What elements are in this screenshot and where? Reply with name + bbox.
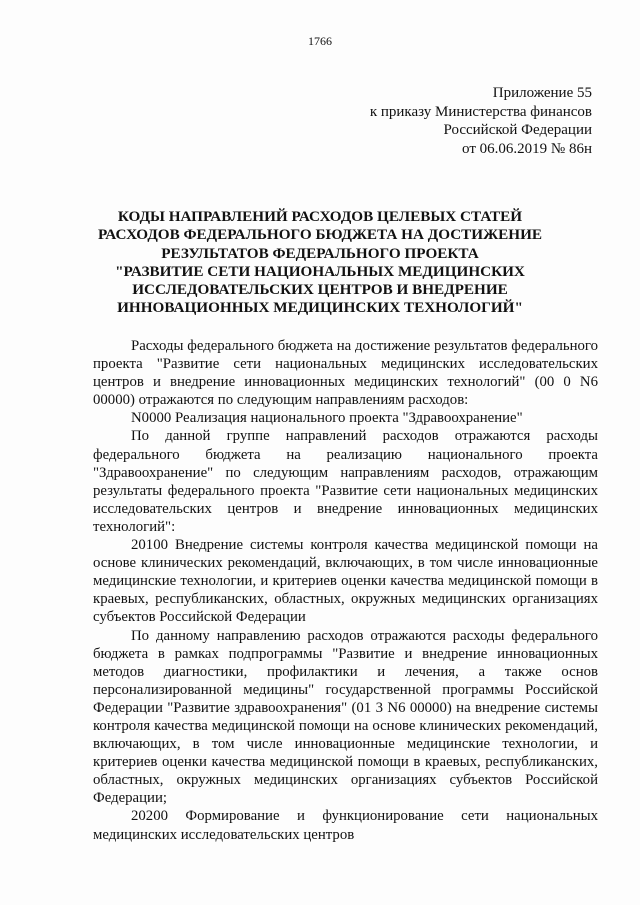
appendix-line-4: от 06.06.2019 № 86н [462,140,592,157]
document-body [93,337,598,844]
paragraph-20200-heading: 20200 Формирование и функционирование сети национальных медицинских исследовательских центров [93,808,598,843]
appendix-line-1: Приложение 55 [492,85,592,101]
title-line-6: ИННОВАЦИОННЫХ МЕДИЦИНСКИХ ТЕХНОЛОГИЙ" [117,299,523,317]
document-title [70,208,570,318]
title-line-2: РАСХОДОВ ФЕДЕРАЛЬНОГО БЮДЖЕТА НА ДОСТИЖЕНИЕ [97,226,543,244]
paragraph-n0000-heading: N0000 Реализация национального проекта "Здравоохранение" [131,410,523,427]
title-line-4: "РАЗВИТИЕ СЕТИ НАЦИОНАЛЬНЫХ МЕДИЦИНСКИХ [115,262,525,280]
title-line-1: КОДЫ НАПРАВЛЕНИЙ РАСХОДОВ ЦЕЛЕВЫХ СТАТЕЙ [117,208,523,225]
page-number: 1766 [308,34,332,48]
appendix-block [370,84,592,158]
paragraph-intro: Расходы федерального бюджета на достижение результатов федерального проекта "Развитие сети национальных медицинских исследовательских центров и внедрение инновационных медицинских технологий" (00 0 N6 00000) отражаются по следующим направлениям расходов: [93,338,598,409]
appendix-line-3: Российской Федерации [443,122,592,138]
title-line-3: РЕЗУЛЬТАТОВ ФЕДЕРАЛЬНОГО ПРОЕКТА [161,244,479,262]
paragraph-20100-description: По данному направлению расходов отражаются расходы федерального бюджета в рамках подпрограммы "Развитие и внедрение инновационных методов диагностики, профилактики и лечения, а также основ персонализированной медицины" государственной программы Российской Федерации "Развитие здравоохранения" (01 3 N6 00000) на внедрение системы контроля качества медицинской помощи на основе клинических рекомендаций, включающих, в том числе инновационные медицинские технологии, и критериев оценки качества медицинской помощи в краевых, республиканских, областных, окружных медицинских организациях субъектов Российской Федерации; [93,627,598,807]
paragraph-n0000-description: По данной группе направлений расходов отражаются расходы федерального бюджета на реализацию национального проекта "Здравоохранение" по следующим направлениям расходов, отражающим результаты федерального проекта "Развитие сети национальных медицинских исследовательских центров и внедрение инновационных медицинских технологий": [93,428,598,535]
title-line-5: ИССЛЕДОВАТЕЛЬСКИХ ЦЕНТРОВ И ВНЕДРЕНИЕ [132,281,508,299]
appendix-line-2: к приказу Министерства финансов [369,103,592,120]
paragraph-20100-heading: 20100 Внедрение системы контроля качества медицинской помощи на основе клинических рекомендаций, включающих, в том числе инновационные медицинские технологии, и критериев оценки качества медицинской помощи в краевых, республиканских, областных, окружных медицинских организациях субъектов Российской Федерации [93,537,598,626]
